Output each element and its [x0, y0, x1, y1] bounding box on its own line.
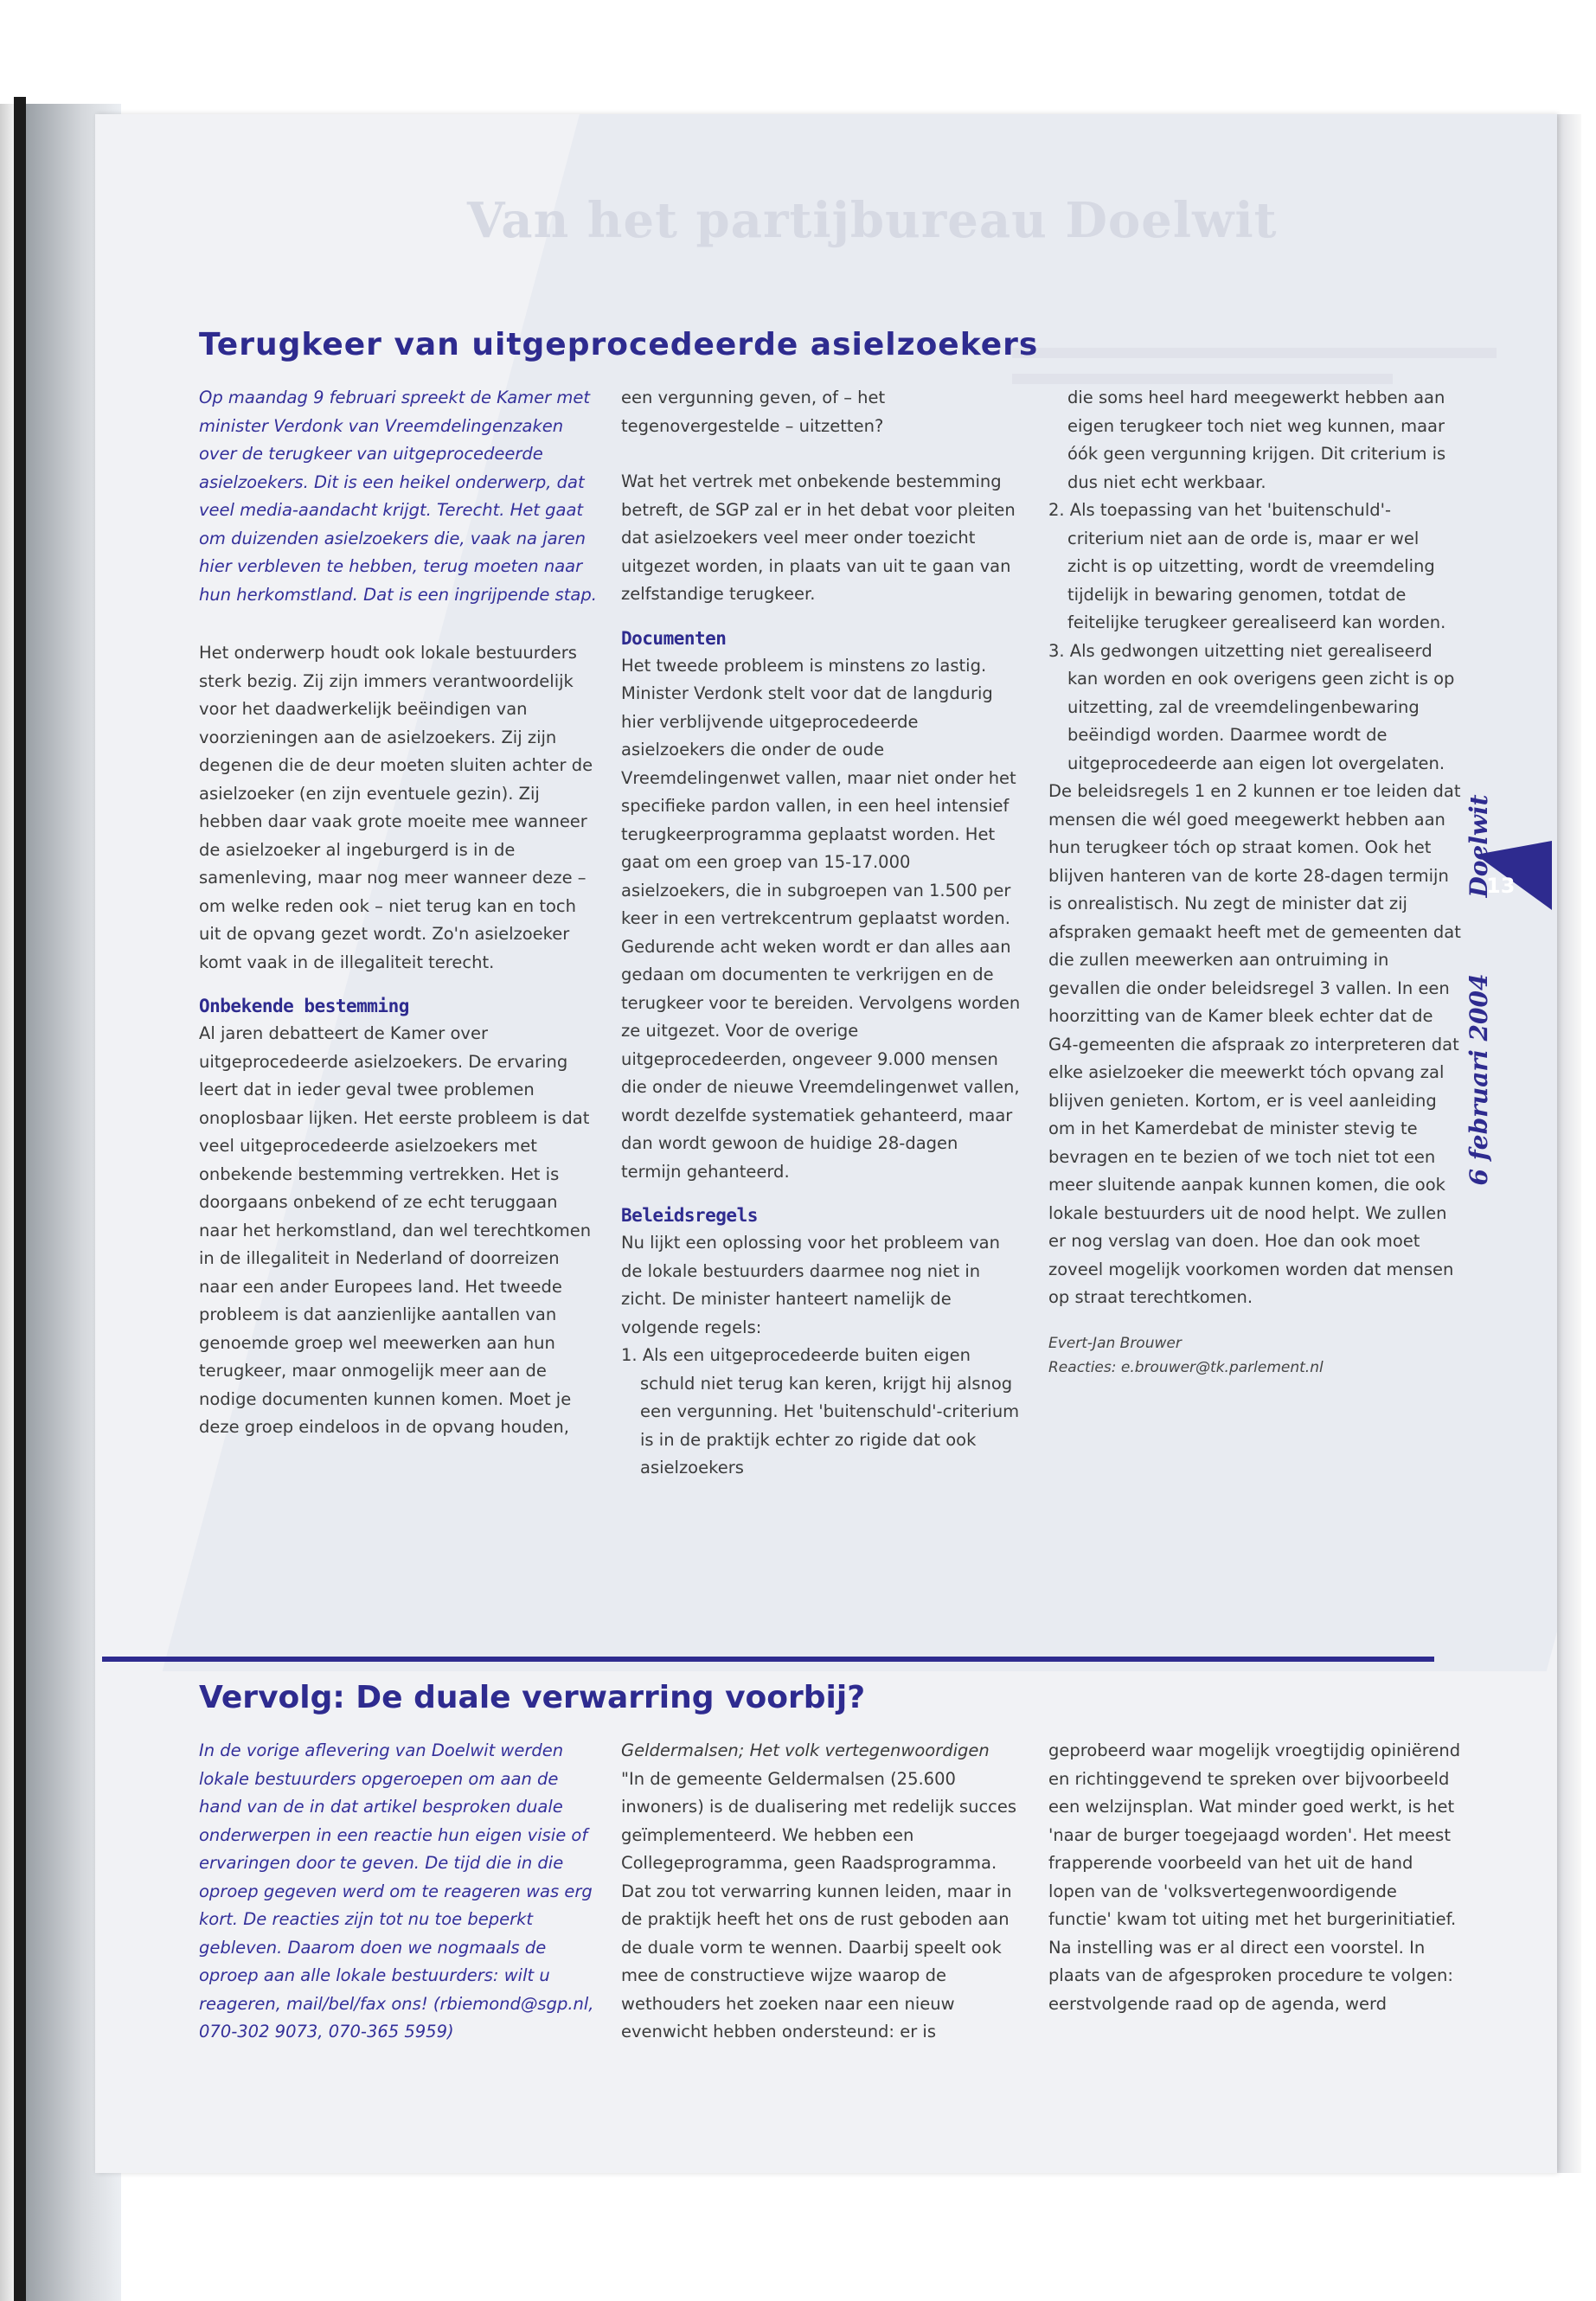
article2-column-2: [621, 1737, 1021, 2047]
article1-column-1: [199, 384, 597, 1442]
rule-item-1: 1. Als een uitgeprocedeerde buiten eigen schuld niet terug kan keren, krijgt hij alsnog een vergunning. Het 'buitenschuld'-criterium is in de praktijk echter zo rigide dat ook asielzoekers: [621, 1345, 1020, 1477]
rule-item-1-continued: die soms heel hard meegewerkt hebben aan eigen terugkeer toch niet weg kunnen, maar óók geen vergunning krijgen. Dit criterium is dus niet echt werkbaar.: [1067, 388, 1446, 492]
subheading-onbekende-bestemming: Onbekende bestemming: [199, 996, 409, 1016]
article2-column-1: [199, 1737, 597, 2047]
ghost-heading: Van het partijbureau Doelwit: [467, 192, 1278, 249]
article2-column-3: [1048, 1737, 1464, 2018]
issue-date: 6 februari 2004: [1465, 973, 1493, 1186]
subheading-documenten: Documenten: [621, 627, 727, 649]
article1-paragraph: Wat het vertrek met onbekende bestemming betreft, de SGP zal er in het debat voor pleiten dat asielzoekers veel meer onder toezicht uitgezet worden, in plaats van uit te gaan van zelfstandige terugkeer.: [621, 471, 1016, 604]
article2-paragraph: geprobeerd waar mogelijk vroegtijdig opiniërend en richtinggevend te spreken over bijvoorbeeld een welzijnsplan. Wat minder goed werkt, is het 'naar de burger toegejaagd worden'. Het meest frapperende voorbeeld van het uit de hand lopen van de 'volksvertegenwoordigende functie' kwam tot uiting met het burgerinitiatief. Na instelling was er al direct een voorstel. In plaats van de afgesproken procedure te volgen: eerstvolgende raad op de agenda, werd: [1048, 1740, 1461, 2014]
article2-lead: Geldermalsen; Het volk vertegenwoordigen: [621, 1740, 990, 1760]
article1-paragraph: Het tweede probleem is minstens zo lastig. Minister Verdonk stelt voor dat de langdurig hier verblijvende uitgeprocedeerde asielzoekers die onder de oude Vreemdelingenwet vallen, maar niet onder het specifieke pardon vallen, in een heel intensief terugkeerprogramma geplaatst worden. Het gaat om een groep van 15-17.000 asielzoekers, die in subgroepen van 1.500 per keer in een vertrekcentrum geplaatst worden. Gedurende acht weken wordt er dan alles aan gedaan om documenten te verkrijgen en de terugkeer voor te bereiden. Vervolgens worden ze uitgezet. Voor de overige uitgeprocedeerden, ongeveer 9.000 mensen die onder de nieuwe Vreemdelingenwet vallen, wordt dezelfde systematiek gehanteerd, maar dan wordt gewoon de huidige 28-dagen termijn gehanteerd.: [621, 655, 1021, 1182]
article2-paragraph: "In de gemeente Geldermalsen (25.600 inwoners) is de dualisering met redelijk succes geïmplementeerd. We hebben een Collegeprogramma, geen Raadsprogramma. Dat zou tot verwarring kunnen leiden, maar in de praktijk heeft het ons de rust geboden aan de duale vorm te wennen. Daarbij speelt ook mee de constructieve wijze waarop de wethouders het zoeken naar een nieuw evenwicht hebben ondersteund: er is: [621, 1768, 1017, 2041]
book-spine-binding: [14, 97, 26, 2301]
page-stack-edge: [1555, 114, 1581, 2173]
ghost-line: [1012, 348, 1497, 358]
page-number: 13: [1486, 874, 1516, 898]
section-divider: [102, 1657, 1434, 1662]
article1-intro: Op maandag 9 februari spreekt de Kamer met minister Verdonk van Vreemdelingenzaken over de terugkeer van uitgeprocedeerde asielzoekers. Dit is een heikel onderwerp, dat veel media-aandacht krijgt. Terecht. Het gaat om duizenden asielzoekers die, vaak na jaren hier verbleven te hebben, terug moeten naar hun herkomstland. Dat is een ingrijpende stap.: [199, 388, 597, 605]
magazine-name: Doelwit: [1465, 794, 1493, 898]
article1-paragraph: Al jaren debatteert de Kamer over uitgeprocedeerde asielzoekers. De ervaring leert dat in ieder geval twee problemen onoplosbaar lijken. Het eerste probleem is dat veel uitgeprocedeerde asielzoekers met onbekende bestemming vertrekken. Het is doorgaans onbekend of ze echt teruggaan naar het herkomstland, dan wel terechtkomen in de illegaliteit in Nederland of doorreizen naar een ander Europees land. Het tweede probleem is dat aanzienlijke aantallen van genoemde groep wel meewerken aan hun terugkeer, maar onmogelijk meer aan de nodige documenten kunnen komen. Moet je deze groep eindeloos in de opvang houden,: [199, 1023, 592, 1437]
article1-column-2: [621, 384, 1021, 1483]
article1-paragraph: een vergunning geven, of – het tegenovergestelde – uitzetten?: [621, 388, 886, 436]
magazine-page: [95, 114, 1557, 2173]
author-name: Evert-Jan Brouwer: [1048, 1334, 1182, 1352]
author-contact[interactable]: Reacties: e.brouwer@tk.parlement.nl: [1048, 1358, 1324, 1376]
rule-item-3: 3. Als gedwongen uitzetting niet gerealiseerd kan worden en ook overigens geen zicht is op uitzetting, zal de vreemdelingenbewaring beëindigd worden. Daarmee wordt de uitgeprocedeerde aan eigen lot overgelaten.: [1048, 640, 1455, 773]
article1-paragraph: Nu lijkt een oplossing voor het probleem van de lokale bestuurders daarmee nog niet in zicht. De minister hanteert namelijk de volgende regels:: [621, 1233, 1000, 1337]
article-title: Terugkeer van uitgeprocedeerde asielzoekers: [199, 327, 1039, 362]
article2-intro: In de vorige aflevering van Doelwit werden lokale bestuurders opgeroepen om aan de hand van de in dat artikel besproken duale onderwerpen in een reactie hun eigen visie of ervaringen door te geven. De tijd die in die oproep gegeven werd om te reageren was erg kort. De reacties zijn tot nu toe beperkt gebleven. Daarom doen we nogmaals de oproep aan alle lokale bestuurders: wilt u reageren, mail/bel/fax ons! (rbiemond@sgp.nl, 070-302 9073, 070-365 5959): [199, 1740, 594, 2041]
rule-item-2: 2. Als toepassing van het 'buitenschuld'-criterium niet aan de orde is, maar er wel zicht is op uitzetting, wordt de vreemdeling tijdelijk in bewaring genomen, totdat de feitelijke terugkeer gerealiseerd kan worden.: [1048, 500, 1446, 632]
article2-title: Vervolg: De duale verwarring voorbij?: [199, 1680, 866, 1715]
article1-paragraph: De beleidsregels 1 en 2 kunnen er toe leiden dat mensen die wél goed meegewerkt hebben aan hun terugkeer tóch op straat komen. Ook het blijven hanteren van de korte 28-dagen termijn is onrealistisch. Nu zegt de minister dat zij afspraken gemaakt heeft met de gemeenten dat die zullen meewerken aan ontruiming in gevallen die onder beleidsregel 3 vallen. In een hoorzitting van de Kamer bleek echter dat de G4-gemeenten die afspraak zo interpreteren dat elke asielzoeker die meewerkt tóch opvang zal blijven genieten. Kortom, er is veel aanleiding om in het Kamerdebat de minister stevig te bevragen en te bezien of we toch niet tot een meer sluitende aanpak kunnen komen, die ook lokale bestuurders uit de nood helpt. We zullen er nog verslag van doen. Hoe dan ook moet zoveel mogelijk voorkomen worden dat mensen op straat terechtkomen.: [1048, 781, 1461, 1307]
ghost-line: [1012, 374, 1393, 384]
subheading-beleidsregels: Beleidsregels: [621, 1205, 758, 1226]
article1-column-3: [1048, 384, 1464, 1380]
article1-paragraph: Het onderwerp houdt ook lokale bestuurders sterk bezig. Zij zijn immers verantwoordelijk voor het daadwerkelijk beëindigen van voorzieningen aan de asielzoekers. Zij zijn degenen die de deur moeten sluiten achter de asielzoeker (en zijn eventuele gezin). Zij hebben daar vaak grote moeite mee wanneer de asielzoeker al ingeburgerd is in de samenleving, maar nog meer wanneer deze – om welke reden ook – niet terug kan en toch uit de opvang gezet wordt. Zo'n asielzoeker komt vaak in de illegaliteit terecht.: [199, 643, 593, 972]
